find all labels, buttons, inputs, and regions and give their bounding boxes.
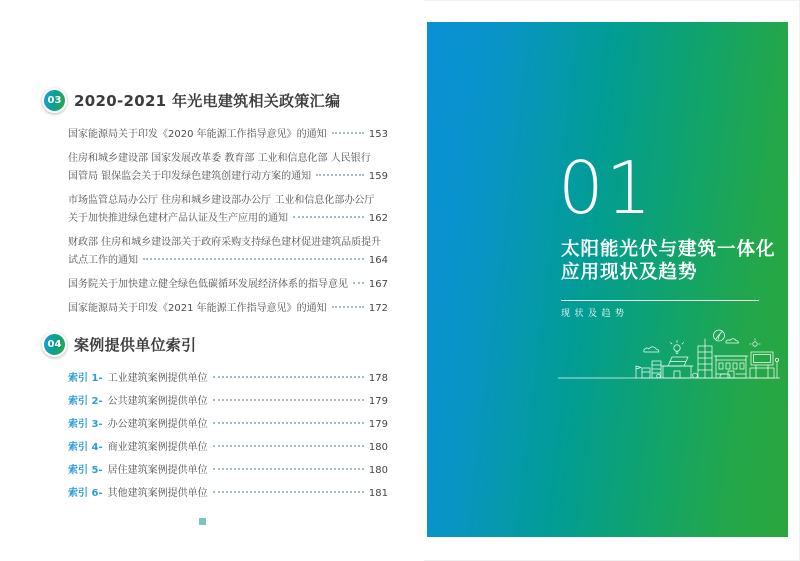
toc-section-policy xyxy=(42,88,388,324)
dotted-leader xyxy=(143,257,364,260)
dotted-leader xyxy=(213,490,364,493)
index-entry[interactable] xyxy=(68,393,388,410)
index-label: 居住建筑案例提供单位 xyxy=(107,465,208,476)
page-number: 181 xyxy=(368,488,388,499)
city-skyline-illustration xyxy=(558,326,780,380)
toc-entry-text: 国务院关于加快建立健全绿色低碳循环发展经济体系的指导意见 xyxy=(68,279,348,290)
dotted-leader xyxy=(213,398,364,401)
index-entry[interactable] xyxy=(68,485,388,502)
toc-section-index xyxy=(42,332,388,508)
index-label: 办公建筑案例提供单位 xyxy=(107,419,208,430)
toc-entry-text: 财政部 住房和城乡建设部关于政府采购支持绿色建材促进建筑品质提升 xyxy=(68,237,382,248)
section-number-badge: 04 xyxy=(42,332,67,357)
index-entry[interactable] xyxy=(68,370,388,387)
toc-entry[interactable] xyxy=(68,300,388,318)
page-number: 167 xyxy=(368,279,388,290)
section-number-badge: 03 xyxy=(42,88,67,113)
index-label: 工业建筑案例提供单位 xyxy=(107,373,208,384)
dotted-leader xyxy=(293,215,364,218)
toc-entry-last-line xyxy=(68,210,388,228)
index-prefix: 索引 4- xyxy=(68,442,103,453)
index-prefix: 索引 2- xyxy=(68,396,103,407)
toc-entry-last-line xyxy=(68,276,388,294)
page-number: 172 xyxy=(368,303,388,314)
toc-entry-text: 国管局 银保监会关于印发绿色建筑创建行动方案的通知 xyxy=(68,171,312,182)
dotted-leader xyxy=(316,173,364,176)
dotted-leader xyxy=(332,131,364,134)
page-number: 159 xyxy=(368,171,388,182)
policy-entry-list xyxy=(68,126,388,318)
index-prefix: 索引 3- xyxy=(68,419,103,430)
index-prefix: 索引 6- xyxy=(68,488,103,499)
toc-entry-last-line xyxy=(68,252,388,270)
section-header xyxy=(42,332,388,357)
index-prefix: 索引 1- xyxy=(68,373,103,384)
page-number: 178 xyxy=(368,373,388,384)
index-label: 其他建筑案例提供单位 xyxy=(107,488,208,499)
chapter-title-line1: 太阳能光伏与建筑一体化 xyxy=(561,239,776,260)
section-title: 案例提供单位索引 xyxy=(74,336,197,354)
dotted-leader xyxy=(213,444,364,447)
dotted-leader xyxy=(213,467,364,470)
toc-entry[interactable] xyxy=(68,150,388,186)
chapter-title xyxy=(561,238,776,284)
chapter-title-line2: 应用现状及趋势 xyxy=(561,262,698,283)
page-number: 153 xyxy=(368,129,388,140)
index-entry[interactable] xyxy=(68,462,388,479)
section-header xyxy=(42,88,388,113)
toc-entry-text: 关于加快推进绿色建材产品认证及生产应用的通知 xyxy=(68,213,288,224)
toc-entry[interactable] xyxy=(68,126,388,144)
chapter-tagline: 现状及趋势 xyxy=(561,309,629,319)
toc-entry-text: 市场监管总局办公厅 住房和城乡建设部办公厅 工业和信息化部办公厅 xyxy=(68,195,375,206)
toc-entry-last-line xyxy=(68,168,388,186)
page-number: 179 xyxy=(368,419,388,430)
index-prefix: 索引 5- xyxy=(68,465,103,476)
toc-entry-text: 住房和城乡建设部 国家发展改革委 教育部 工业和信息化部 人民银行 xyxy=(68,153,371,164)
dotted-leader xyxy=(213,421,364,424)
toc-entry[interactable] xyxy=(68,276,388,294)
title-divider-line xyxy=(561,300,759,301)
chapter-number: 01 xyxy=(558,146,654,230)
toc-entry-text: 国家能源局关于印发《2020 年能源工作指导意见》的通知 xyxy=(68,129,327,140)
index-label: 公共建筑案例提供单位 xyxy=(107,396,208,407)
toc-entry-text: 国家能源局关于印发《2021 年能源工作指导意见》的通知 xyxy=(68,303,327,314)
dotted-leader xyxy=(332,305,364,308)
page-number: 162 xyxy=(368,213,388,224)
toc-entry-last-line xyxy=(68,300,388,318)
toc-entry[interactable] xyxy=(68,234,388,270)
index-entry-list xyxy=(68,370,388,502)
toc-entry-last-line xyxy=(68,126,388,144)
section-title: 2020-2021 年光电建筑相关政策汇编 xyxy=(74,92,341,110)
chapter-divider-page xyxy=(427,22,788,537)
toc-entry-text: 试点工作的通知 xyxy=(68,255,138,266)
dotted-leader xyxy=(213,375,364,378)
footer-mark-square xyxy=(199,518,206,525)
page-number: 180 xyxy=(368,442,388,453)
page-number: 164 xyxy=(368,255,388,266)
page-number: 180 xyxy=(368,465,388,476)
index-entry[interactable] xyxy=(68,439,388,456)
dotted-leader xyxy=(353,281,364,284)
index-entry[interactable] xyxy=(68,416,388,433)
page-number: 179 xyxy=(368,396,388,407)
toc-entry[interactable] xyxy=(68,192,388,228)
index-label: 商业建筑案例提供单位 xyxy=(107,442,208,453)
